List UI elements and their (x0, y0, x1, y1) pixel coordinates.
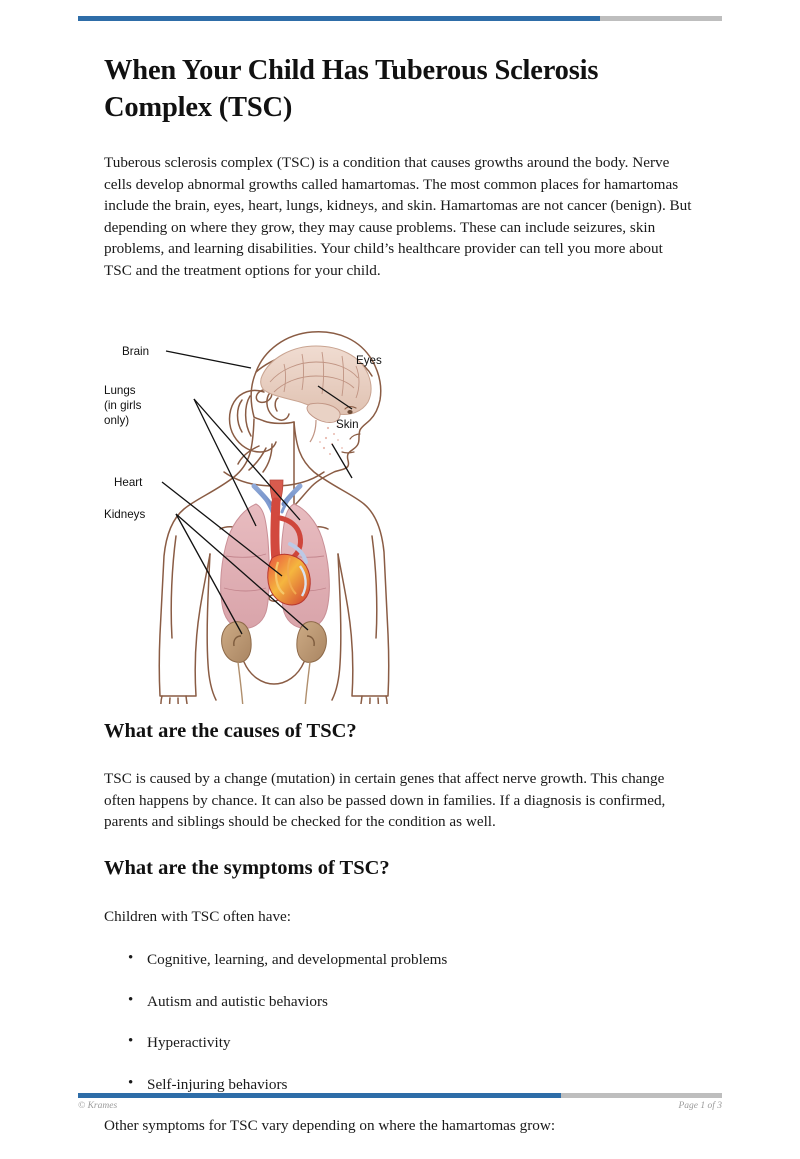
figure-label-lungs-line2: (in girls (104, 398, 142, 412)
header-rule-blue-segment (78, 16, 600, 21)
intro-paragraph: Tuberous sclerosis complex (TSC) is a condition that causes growths around the body. Nerve cells develop abnormal growths called hamartomas. The most common places for hamartomas include the brain, eyes, heart, lungs, kidneys, and skin. Hamartomas are not cancer (benign). But depending on where they grow, they may cause problems. These can include seizures, skin problems, and learning disabilities. Your child’s healthcare provider can tell you more about TSC and the treatment options for your child. (104, 154, 692, 279)
list-item: • Self-injuring behaviors (104, 1074, 692, 1096)
anatomy-figure (104, 304, 692, 704)
header-rule (78, 16, 722, 21)
symptoms-list (104, 949, 692, 1095)
causes-paragraph: TSC is caused by a change (mutation) in certain genes that affect nerve growth. This change often happens by chance. It can also be passed down in families. If a diagnosis is confirmed, parents and siblings should be checked for the condition as well. (104, 770, 666, 831)
footer-copyright: © Krames (78, 1101, 118, 1111)
figure-label-kidneys: Kidneys (104, 507, 146, 521)
eye-marker (347, 410, 352, 414)
section-heading-causes: What are the causes of TSC? (104, 719, 357, 742)
page-footer (78, 1101, 722, 1111)
document-content (104, 52, 692, 1159)
figure-label-skin: Skin (336, 417, 359, 431)
leader-skin (332, 444, 352, 478)
footer-rule (78, 1093, 722, 1098)
footer-page-indicator: Page 1 of 3 (678, 1101, 722, 1111)
figure-label-lungs-line3: only) (104, 413, 130, 427)
leader-lungs-right (194, 399, 300, 520)
page-title: When Your Child Has Tuberous Sclerosis Complex (TSC) (104, 55, 599, 124)
footer-rule-blue-segment (78, 1093, 561, 1098)
leader-brain (166, 351, 251, 368)
figure-body-illustration (104, 331, 389, 703)
figure-label-eyes: Eyes (356, 353, 382, 367)
figure-label-brain: Brain (122, 344, 150, 358)
section-heading-symptoms: What are the symptoms of TSC? (104, 856, 390, 879)
header-rule-gray-segment (600, 16, 722, 21)
symptoms-closing-paragraph: Other symptoms for TSC vary depending on where the hamartomas grow: (104, 1117, 556, 1135)
footer-rule-gray-segment (561, 1093, 722, 1098)
figure-label-lungs-line1: Lungs (104, 383, 136, 397)
symptoms-lead-in: Children with TSC often have: (104, 907, 292, 925)
list-item: • Autism and autistic behaviors (104, 991, 692, 1013)
kidneys-organ (222, 621, 327, 703)
list-item: • Cognitive, learning, and developmental problems (104, 949, 692, 971)
figure-label-heart: Heart (114, 475, 143, 489)
list-item: • Hyperactivity (104, 1032, 692, 1054)
